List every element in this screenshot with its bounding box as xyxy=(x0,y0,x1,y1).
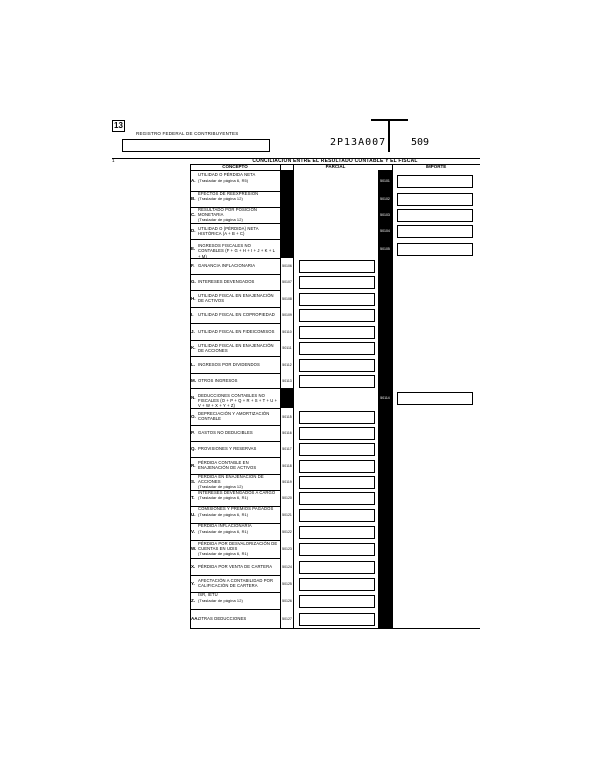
row-label-sub: (Trasladar de página 6, R5) xyxy=(198,177,249,183)
field-code-h: 50108 xyxy=(282,296,292,301)
parcial-input-z[interactable] xyxy=(299,595,375,608)
row-label-sub: (Trasladar de página 12) xyxy=(198,217,243,223)
field-code-n: 50114 xyxy=(380,396,390,400)
importe-input-a[interactable] xyxy=(397,175,473,188)
row-letter-e: E. xyxy=(191,245,196,251)
row-separator xyxy=(190,408,280,409)
row-separator xyxy=(190,425,280,426)
row-label-text: INGRESOS FISCALES NO CONTABLES (F + G + H + I + J + K + L + M) xyxy=(198,243,275,259)
field-code-aa: 50127 xyxy=(282,616,292,621)
field-code-a: 50101 xyxy=(380,178,390,183)
field-code-v: 50122 xyxy=(282,529,292,534)
row-letter-d: D. xyxy=(191,228,196,233)
parcial-input-g[interactable] xyxy=(299,276,375,289)
row-label-u xyxy=(198,506,278,516)
row-label-text: GANANCIA INFLACIONARIA xyxy=(198,263,256,269)
section-title: CONCILIACION ENTRE EL RESULTADO CONTABLE Y EL FISCAL xyxy=(252,158,418,164)
parcial-input-u[interactable] xyxy=(299,509,375,522)
row-label-text: INTERESES DEVENGADOS A CARGO xyxy=(198,489,276,495)
row-label-text: DEPRECIACIÓN Y AMORTIZACIÓN CONTABLE xyxy=(198,411,270,422)
row-label-text: PROVISIONES Y RESERVAS xyxy=(198,446,257,452)
row-separator xyxy=(190,441,280,442)
row-separator xyxy=(190,274,280,275)
row-label-text: UTILIDAD O (PÉRDIDA) NETA HISTÓRICA (A + B + C) xyxy=(198,225,259,236)
row-label-sub: (Trasladar de página 6, R1) xyxy=(198,495,249,501)
row-label-text: INGRESOS POR DIVIDENDOS xyxy=(198,361,260,367)
parcial-input-o[interactable] xyxy=(299,411,375,424)
shaded-parcial-income xyxy=(280,170,293,258)
field-code-y: 50125 xyxy=(282,581,292,586)
field-code-p: 50116 xyxy=(282,431,292,435)
row-label-text: OTROS INGRESOS xyxy=(198,377,238,383)
row-label-j xyxy=(198,329,278,334)
shaded-parcial-deductions xyxy=(280,388,293,408)
row-label-k xyxy=(198,343,278,353)
row-separator xyxy=(190,323,280,324)
row-label-v xyxy=(198,523,278,533)
importe-input-b[interactable] xyxy=(397,193,473,206)
parcial-input-p[interactable] xyxy=(299,427,375,440)
row-label-y xyxy=(198,578,278,588)
field-code-g: 50107 xyxy=(282,280,292,284)
row-label-text: PÉRDIDA EN ENAJENACIÓN DE ACCIONES xyxy=(198,473,264,485)
row-label-m xyxy=(198,378,278,383)
row-letter-x: X. xyxy=(191,563,196,569)
row-letter-aa: AA. xyxy=(191,615,199,621)
parcial-input-f[interactable] xyxy=(299,260,375,273)
row-separator xyxy=(190,290,280,291)
row-letter-b: B. xyxy=(191,196,196,201)
row-letter-t: T. xyxy=(191,495,195,500)
column-header-parcial: PARCIAL xyxy=(325,164,346,169)
row-separator xyxy=(190,609,280,610)
row-label-h xyxy=(198,293,278,303)
row-letter-n: N. xyxy=(191,395,196,400)
importe-input-e[interactable] xyxy=(397,243,473,256)
row-label-n xyxy=(198,393,278,409)
row-label-sub: (Trasladar de página 12) xyxy=(198,196,243,202)
row-label-text: RESULTADO POR POSICIÓN MONETARIA xyxy=(198,206,258,218)
row-label-a xyxy=(198,172,278,182)
row-separator xyxy=(190,388,280,389)
rfc-label: REGISTRO FEDERAL DE CONTRIBUYENTES xyxy=(136,131,239,136)
row-label-f xyxy=(198,263,278,268)
row-label-s xyxy=(198,474,278,490)
row-letter-f: F. xyxy=(191,263,195,268)
row-letter-g: G. xyxy=(191,279,196,284)
row-label-w xyxy=(198,541,278,557)
field-code-x: 50124 xyxy=(282,564,292,569)
row-label-text: PÉRDIDA INFLACIONARIA xyxy=(198,523,252,529)
row-label-z xyxy=(198,592,278,602)
row-letter-q: Q. xyxy=(191,446,196,451)
row-label-text: PÉRDIDA CONTABLE EN ENAJENACIÓN DE ACTIVOS xyxy=(198,460,257,471)
field-code-z: 50126 xyxy=(282,598,292,603)
row-label-r xyxy=(198,460,278,470)
field-code-r: 50118 xyxy=(282,463,292,468)
row-label-text: PÉRDIDA POR DESVALORIZACIÓN DE CUENTAS EN UDIS xyxy=(198,540,278,552)
row-label-sub: (Trasladar de página 6, R1) xyxy=(198,551,249,557)
row-label-text: ISR, IETU xyxy=(198,592,218,598)
row-label-i xyxy=(198,312,278,317)
row-label-text: GASTOS NO DEDUCIBLES xyxy=(198,430,253,436)
row-label-text: UTILIDAD FISCAL EN ENAJENACIÓN DE ACCIONES xyxy=(198,342,274,353)
row-letter-r: R. xyxy=(191,462,196,468)
field-code-d: 50104 xyxy=(380,229,390,233)
row-label-text: AFECTACIÓN A CONTABILIDAD POR CALIFICACIÓN DE CARTERA xyxy=(198,578,274,589)
row-label-text: UTILIDAD FISCAL EN COPROPIEDAD xyxy=(198,312,275,318)
row-label-g xyxy=(198,279,278,284)
row-label-aa xyxy=(198,616,278,621)
field-code-m: 50113 xyxy=(282,378,292,383)
row-label-text: DEDUCCIONES CONTABLES NO FISCALES (O + P + Q + R + S + T + U + V + W + X + Y + Z) xyxy=(198,392,278,408)
section-number: 1 xyxy=(112,158,115,163)
parcial-input-m[interactable] xyxy=(299,375,375,388)
row-letter-p: P. xyxy=(191,430,195,435)
parcial-input-q[interactable] xyxy=(299,443,375,456)
row-separator xyxy=(190,356,280,357)
importe-input-n[interactable] xyxy=(397,392,473,405)
row-label-text: COMISIONES Y PREMIOS PAGADOS xyxy=(198,506,274,512)
page-number: 13 xyxy=(112,120,125,132)
row-separator xyxy=(190,457,280,458)
row-letter-k: K. xyxy=(191,345,196,350)
row-label-text: UTILIDAD FISCAL EN ENAJENACIÓN DE ACTIVOS xyxy=(198,293,274,304)
row-label-c xyxy=(198,207,278,223)
parcial-input-k[interactable] xyxy=(299,342,375,355)
grid-line-importe xyxy=(392,164,393,629)
row-separator xyxy=(190,575,280,576)
row-label-e xyxy=(198,243,278,259)
row-label-o xyxy=(198,411,278,421)
row-label-p xyxy=(198,430,278,435)
row-label-text: OTRAS DEDUCCIONES xyxy=(198,615,247,621)
row-letter-m: M. xyxy=(191,377,196,383)
column-header-importe: IMPORTE xyxy=(425,164,447,169)
row-letter-v: V. xyxy=(191,528,195,534)
field-code-u: 50121 xyxy=(282,512,292,517)
parcial-input-aa[interactable] xyxy=(299,613,375,626)
t-mark-vertical xyxy=(388,119,390,152)
field-code-c: 50103 xyxy=(380,213,390,217)
field-code-b: 50102 xyxy=(380,197,390,201)
row-letter-u: U. xyxy=(191,511,196,517)
row-letter-j: J. xyxy=(191,328,195,334)
row-letter-z: Z. xyxy=(191,597,195,603)
row-letter-w: W. xyxy=(191,546,197,551)
rfc-input[interactable] xyxy=(122,139,270,152)
column-header-concepto: CONCEPTO xyxy=(222,164,248,169)
field-code-k: 50111 xyxy=(282,346,292,350)
parcial-input-j[interactable] xyxy=(299,326,375,339)
field-code-t: 50120 xyxy=(282,496,292,500)
row-letter-c: C. xyxy=(191,212,196,217)
field-code-j: 50110 xyxy=(282,329,292,334)
parcial-input-l[interactable] xyxy=(299,359,375,372)
page-code: 509 xyxy=(411,137,430,148)
row-label-sub: (Trasladar de página 12) xyxy=(198,484,243,490)
row-label-text: INTERESES DEVENGADOS xyxy=(198,279,255,285)
t-mark-horizontal xyxy=(371,119,408,121)
parcial-input-t[interactable] xyxy=(299,492,375,505)
parcial-input-r[interactable] xyxy=(299,460,375,473)
row-separator xyxy=(190,258,280,259)
row-label-b xyxy=(198,191,278,201)
row-label-sub: (Trasladar de página 6, R1) xyxy=(198,528,249,534)
form-code: 2P13A007 xyxy=(330,137,387,148)
parcial-input-s[interactable] xyxy=(299,476,375,489)
row-separator xyxy=(190,373,280,374)
row-label-q xyxy=(198,446,278,451)
parcial-input-i[interactable] xyxy=(299,309,375,322)
parcial-input-x[interactable] xyxy=(299,561,375,574)
field-code-o: 50115 xyxy=(282,414,292,419)
row-separator xyxy=(190,340,280,341)
row-separator xyxy=(190,558,280,559)
field-code-l: 50112 xyxy=(282,362,292,367)
row-label-text: PÉRDIDA POR VENTA DE CARTERA xyxy=(198,563,273,569)
row-label-text: UTILIDAD O PÉRDIDA NETA xyxy=(198,172,256,178)
row-label-d xyxy=(198,226,278,236)
row-letter-o: O. xyxy=(191,413,196,419)
row-separator xyxy=(190,223,280,224)
field-code-s: 50119 xyxy=(282,480,292,484)
field-code-i: 50109 xyxy=(282,313,292,317)
row-letter-h: H. xyxy=(191,295,196,301)
row-label-l xyxy=(198,362,278,367)
row-letter-l: L. xyxy=(191,361,195,367)
row-letter-i: I. xyxy=(191,312,194,317)
row-separator xyxy=(190,239,280,240)
row-letter-a: A. xyxy=(191,177,196,183)
row-label-sub: (Trasladar de página 12) xyxy=(198,597,243,603)
row-letter-s: S. xyxy=(191,479,196,484)
row-label-text: EFECTOS DE REEXPRESIÓN xyxy=(198,190,259,196)
grid-line-parcial xyxy=(293,164,294,629)
row-letter-y: Y. xyxy=(191,580,195,586)
parcial-input-y[interactable] xyxy=(299,578,375,591)
row-label-sub: (Trasladar de página 6, R1) xyxy=(198,511,249,517)
row-label-t xyxy=(198,490,278,500)
importe-input-c[interactable] xyxy=(397,209,473,222)
field-code-f: 50106 xyxy=(282,264,292,268)
table-bottom-rule xyxy=(190,628,480,629)
parcial-input-v[interactable] xyxy=(299,526,375,539)
field-code-q: 50117 xyxy=(282,447,292,451)
importe-input-d[interactable] xyxy=(397,225,473,238)
field-code-w: 50123 xyxy=(282,547,292,551)
row-separator xyxy=(190,307,280,308)
row-label-x xyxy=(198,564,278,569)
parcial-input-h[interactable] xyxy=(299,293,375,306)
field-code-e: 50105 xyxy=(380,246,390,251)
row-separator xyxy=(190,170,280,171)
row-label-text: UTILIDAD FISCAL EN FIDEICOMISOS xyxy=(198,328,275,334)
parcial-input-w[interactable] xyxy=(299,543,375,556)
